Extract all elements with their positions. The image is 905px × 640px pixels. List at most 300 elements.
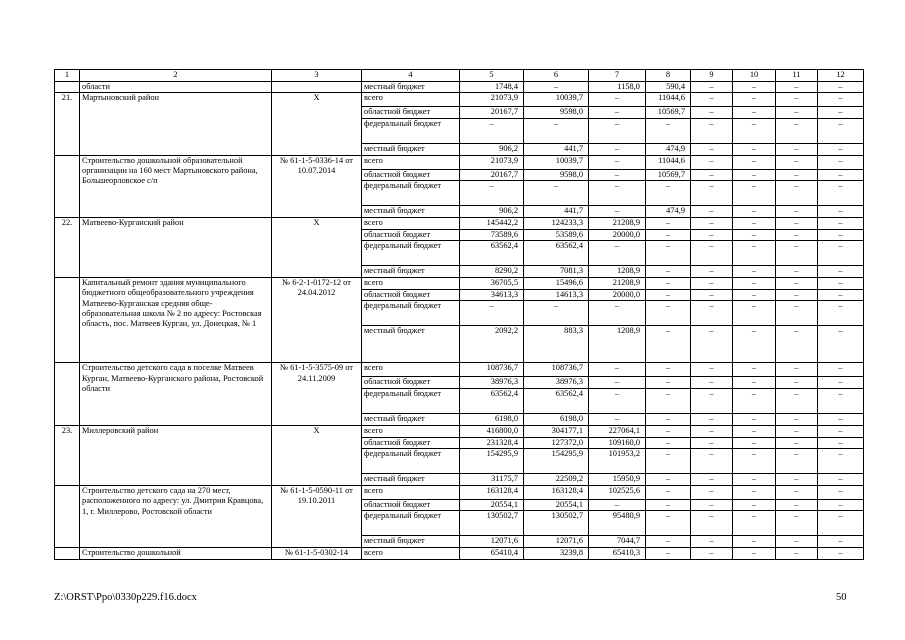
total: 163128,4 bbox=[460, 486, 524, 500]
object-name: Строительство дошкольной образовательной организации на 160 мест Мартыновского района, Большеорловское с/п bbox=[80, 155, 272, 217]
year-7: – bbox=[818, 205, 864, 217]
year-7: – bbox=[818, 107, 864, 118]
year-6: – bbox=[776, 107, 818, 118]
year-4: – bbox=[691, 278, 733, 290]
year-3: 590,4 bbox=[646, 82, 691, 93]
year-5: – bbox=[733, 449, 776, 474]
column-header: 4 bbox=[362, 70, 460, 82]
year-2: 7044,7 bbox=[589, 536, 646, 548]
column-header: 8 bbox=[646, 70, 691, 82]
year-1: 12071,6 bbox=[524, 536, 589, 548]
year-6: – bbox=[776, 266, 818, 278]
year-1: – bbox=[524, 301, 589, 326]
year-5: – bbox=[733, 388, 776, 413]
year-5: – bbox=[733, 143, 776, 155]
year-2: – bbox=[589, 413, 646, 425]
year-2: 65410,3 bbox=[589, 548, 646, 559]
object-name: области bbox=[80, 82, 272, 93]
year-6: – bbox=[776, 143, 818, 155]
year-4: – bbox=[691, 301, 733, 326]
year-7: – bbox=[818, 217, 864, 229]
year-1: 154295,9 bbox=[524, 449, 589, 474]
total: 108736,7 bbox=[460, 363, 524, 377]
year-3: – bbox=[646, 425, 691, 437]
year-3: – bbox=[646, 536, 691, 548]
year-4: – bbox=[691, 93, 733, 107]
year-5: – bbox=[733, 500, 776, 511]
year-2: – bbox=[589, 118, 646, 143]
year-5: – bbox=[733, 437, 776, 448]
year-5: – bbox=[733, 241, 776, 266]
column-header: 12 bbox=[818, 70, 864, 82]
year-1: 22509,2 bbox=[524, 474, 589, 486]
row-number bbox=[55, 278, 80, 363]
total: 1748,4 bbox=[460, 82, 524, 93]
year-1: 9598,0 bbox=[524, 107, 589, 118]
page-number: 50 bbox=[836, 592, 847, 603]
year-6: – bbox=[776, 363, 818, 377]
column-header: 2 bbox=[80, 70, 272, 82]
row-number bbox=[55, 486, 80, 548]
column-header: 6 bbox=[524, 70, 589, 82]
year-5: – bbox=[733, 326, 776, 363]
year-2: 109160,0 bbox=[589, 437, 646, 448]
funding-source: местный бюджет bbox=[362, 266, 460, 278]
year-1: 63562,4 bbox=[524, 388, 589, 413]
year-5: – bbox=[733, 290, 776, 301]
row-number bbox=[55, 155, 80, 217]
document-ref: Х bbox=[272, 425, 362, 485]
year-6: – bbox=[776, 413, 818, 425]
funding-source: федеральный бюджет bbox=[362, 388, 460, 413]
column-header: 7 bbox=[589, 70, 646, 82]
funding-source: всего bbox=[362, 548, 460, 559]
table-row bbox=[55, 217, 864, 229]
year-6: – bbox=[776, 548, 818, 559]
document-ref bbox=[272, 82, 362, 93]
year-3: – bbox=[646, 486, 691, 500]
total: 20167,7 bbox=[460, 169, 524, 180]
year-7: – bbox=[818, 180, 864, 205]
object-name: Капитальный ремонт здания муниципального бюджетного общеобразовательного учреждения Матвеево-Курганская средняя обще-образовательная школа № 2 по адресу: Ростовская область, пос. Матвеев Курган, ул. Донецкая, № 1 bbox=[80, 278, 272, 363]
row-number bbox=[55, 548, 80, 559]
year-2: 95480,9 bbox=[589, 511, 646, 536]
funding-source: местный бюджет bbox=[362, 536, 460, 548]
funding-source: областной бюджет bbox=[362, 229, 460, 240]
year-2: – bbox=[589, 363, 646, 377]
year-5: – bbox=[733, 93, 776, 107]
year-7: – bbox=[818, 326, 864, 363]
year-7: – bbox=[818, 266, 864, 278]
year-6: – bbox=[776, 511, 818, 536]
year-1: 10039,7 bbox=[524, 93, 589, 107]
year-2: 15950,9 bbox=[589, 474, 646, 486]
year-7: – bbox=[818, 437, 864, 448]
row-number: 21. bbox=[55, 93, 80, 155]
year-3: – bbox=[646, 266, 691, 278]
year-3: – bbox=[646, 217, 691, 229]
year-5: – bbox=[733, 180, 776, 205]
funding-source: федеральный бюджет bbox=[362, 241, 460, 266]
funding-source: областной бюджет bbox=[362, 500, 460, 511]
object-name: Строительство детского сада на 270 мест, расположенного по адресу: ул. Дмитрия Кравцова, 1, г. Миллерово, Ростовской области bbox=[80, 486, 272, 548]
object-name: Строительство дошкольной bbox=[80, 548, 272, 559]
total: 154295,9 bbox=[460, 449, 524, 474]
year-2: – bbox=[589, 205, 646, 217]
year-7: – bbox=[818, 486, 864, 500]
year-3: – bbox=[646, 241, 691, 266]
year-5: – bbox=[733, 266, 776, 278]
object-name: Мартыновский район bbox=[80, 93, 272, 155]
year-2: 1208,9 bbox=[589, 326, 646, 363]
funding-source: федеральный бюджет bbox=[362, 180, 460, 205]
year-3: 10569,7 bbox=[646, 107, 691, 118]
funding-source: местный бюджет bbox=[362, 143, 460, 155]
year-3: – bbox=[646, 301, 691, 326]
row-number bbox=[55, 363, 80, 425]
year-4: – bbox=[691, 425, 733, 437]
year-2: – bbox=[589, 377, 646, 388]
funding-source: всего bbox=[362, 486, 460, 500]
funding-source: всего bbox=[362, 93, 460, 107]
year-1: 9598,0 bbox=[524, 169, 589, 180]
year-7: – bbox=[818, 301, 864, 326]
year-6: – bbox=[776, 241, 818, 266]
total: 6198,0 bbox=[460, 413, 524, 425]
total: 416800,0 bbox=[460, 425, 524, 437]
funding-source: федеральный бюджет bbox=[362, 511, 460, 536]
year-3: – bbox=[646, 437, 691, 448]
year-5: – bbox=[733, 82, 776, 93]
year-4: – bbox=[691, 377, 733, 388]
document-ref: № 61-1-5-3575-09 от 24.11.2009 bbox=[272, 363, 362, 425]
year-3: – bbox=[646, 388, 691, 413]
year-4: – bbox=[691, 82, 733, 93]
year-1: 130502,7 bbox=[524, 511, 589, 536]
year-5: – bbox=[733, 217, 776, 229]
funding-source: местный бюджет bbox=[362, 474, 460, 486]
year-1: – bbox=[524, 180, 589, 205]
year-5: – bbox=[733, 511, 776, 536]
year-2: 20000,0 bbox=[589, 290, 646, 301]
year-7: – bbox=[818, 474, 864, 486]
year-5: – bbox=[733, 107, 776, 118]
table-row bbox=[55, 548, 864, 559]
year-1: 127372,0 bbox=[524, 437, 589, 448]
year-6: – bbox=[776, 180, 818, 205]
funding-source: местный бюджет bbox=[362, 413, 460, 425]
year-7: – bbox=[818, 413, 864, 425]
year-1: 14613,3 bbox=[524, 290, 589, 301]
funding-source: федеральный бюджет bbox=[362, 449, 460, 474]
year-6: – bbox=[776, 118, 818, 143]
year-4: – bbox=[691, 180, 733, 205]
year-3: – bbox=[646, 413, 691, 425]
year-2: – bbox=[589, 180, 646, 205]
year-6: – bbox=[776, 326, 818, 363]
year-3: – bbox=[646, 363, 691, 377]
column-header: 3 bbox=[272, 70, 362, 82]
column-header: 10 bbox=[733, 70, 776, 82]
year-2: 1158,0 bbox=[589, 82, 646, 93]
year-4: – bbox=[691, 474, 733, 486]
total: 906,2 bbox=[460, 143, 524, 155]
table-row bbox=[55, 82, 864, 93]
year-6: – bbox=[776, 278, 818, 290]
year-1: 163128,4 bbox=[524, 486, 589, 500]
object-name: Миллеровский район bbox=[80, 425, 272, 485]
table-row bbox=[55, 278, 864, 290]
year-2: 227064,1 bbox=[589, 425, 646, 437]
year-3: 474,9 bbox=[646, 143, 691, 155]
year-4: – bbox=[691, 511, 733, 536]
year-4: – bbox=[691, 388, 733, 413]
table-row bbox=[55, 486, 864, 500]
year-7: – bbox=[818, 449, 864, 474]
column-header: 11 bbox=[776, 70, 818, 82]
year-5: – bbox=[733, 155, 776, 169]
year-1: – bbox=[524, 82, 589, 93]
year-7: – bbox=[818, 93, 864, 107]
year-4: – bbox=[691, 548, 733, 559]
year-1: 6198,0 bbox=[524, 413, 589, 425]
year-7: – bbox=[818, 169, 864, 180]
year-7: – bbox=[818, 118, 864, 143]
funding-source: областной бюджет bbox=[362, 290, 460, 301]
funding-source: областной бюджет bbox=[362, 437, 460, 448]
funding-source: местный бюджет bbox=[362, 82, 460, 93]
year-1: 53589,6 bbox=[524, 229, 589, 240]
year-5: – bbox=[733, 363, 776, 377]
year-5: – bbox=[733, 169, 776, 180]
year-4: – bbox=[691, 169, 733, 180]
document-ref: № 61-1-5-0590-11 от 19.10.2011 bbox=[272, 486, 362, 548]
year-3: 10569,7 bbox=[646, 169, 691, 180]
year-2: – bbox=[589, 241, 646, 266]
total: 21073,9 bbox=[460, 155, 524, 169]
year-1: 441,7 bbox=[524, 143, 589, 155]
year-7: – bbox=[818, 290, 864, 301]
total: 63562,4 bbox=[460, 241, 524, 266]
total: – bbox=[460, 118, 524, 143]
year-3: – bbox=[646, 500, 691, 511]
year-6: – bbox=[776, 536, 818, 548]
year-4: – bbox=[691, 326, 733, 363]
funding-source: всего bbox=[362, 363, 460, 377]
year-2: 1208,9 bbox=[589, 266, 646, 278]
year-6: – bbox=[776, 425, 818, 437]
table-row bbox=[55, 425, 864, 437]
year-7: – bbox=[818, 278, 864, 290]
total: 73589,6 bbox=[460, 229, 524, 240]
year-4: – bbox=[691, 217, 733, 229]
year-4: – bbox=[691, 290, 733, 301]
year-4: – bbox=[691, 413, 733, 425]
funding-source: областной бюджет bbox=[362, 169, 460, 180]
year-6: – bbox=[776, 301, 818, 326]
year-6: – bbox=[776, 388, 818, 413]
year-6: – bbox=[776, 217, 818, 229]
total: 65410,4 bbox=[460, 548, 524, 559]
year-4: – bbox=[691, 449, 733, 474]
row-number: 23. bbox=[55, 425, 80, 485]
row-number bbox=[55, 82, 80, 93]
year-1: 20554,1 bbox=[524, 500, 589, 511]
year-4: – bbox=[691, 143, 733, 155]
year-1: – bbox=[524, 118, 589, 143]
year-7: – bbox=[818, 536, 864, 548]
year-7: – bbox=[818, 425, 864, 437]
year-3: – bbox=[646, 449, 691, 474]
year-2: – bbox=[589, 155, 646, 169]
document-ref: № 6-2-1-0172-12 от 24.04.2012 bbox=[272, 278, 362, 363]
year-2: – bbox=[589, 107, 646, 118]
year-6: – bbox=[776, 474, 818, 486]
year-1: 63562,4 bbox=[524, 241, 589, 266]
year-6: – bbox=[776, 169, 818, 180]
total: – bbox=[460, 301, 524, 326]
year-7: – bbox=[818, 548, 864, 559]
year-1: 124233,3 bbox=[524, 217, 589, 229]
budget-table bbox=[54, 69, 864, 560]
object-name: Строительство детского сада в поселке Матвеев Курган, Матвеево-Курганского района, Ростовской области bbox=[80, 363, 272, 425]
year-3: – bbox=[646, 474, 691, 486]
total: 63562,4 bbox=[460, 388, 524, 413]
year-6: – bbox=[776, 229, 818, 240]
year-7: – bbox=[818, 511, 864, 536]
year-2: 101953,2 bbox=[589, 449, 646, 474]
funding-source: всего bbox=[362, 425, 460, 437]
year-5: – bbox=[733, 548, 776, 559]
year-7: – bbox=[818, 388, 864, 413]
year-4: – bbox=[691, 486, 733, 500]
funding-source: федеральный бюджет bbox=[362, 301, 460, 326]
funding-source: областной бюджет bbox=[362, 107, 460, 118]
year-4: – bbox=[691, 229, 733, 240]
year-2: – bbox=[589, 301, 646, 326]
row-number: 22. bbox=[55, 217, 80, 277]
year-4: – bbox=[691, 241, 733, 266]
object-name: Матвеево-Курганский район bbox=[80, 217, 272, 277]
total: 8290,2 bbox=[460, 266, 524, 278]
total: 36705,5 bbox=[460, 278, 524, 290]
year-1: 10039,7 bbox=[524, 155, 589, 169]
footer-file-path: Z:\ORST\Ppo\0330p229.f16.docx bbox=[54, 592, 197, 603]
year-3: – bbox=[646, 180, 691, 205]
year-1: 38976,3 bbox=[524, 377, 589, 388]
year-5: – bbox=[733, 536, 776, 548]
header-row bbox=[55, 70, 864, 82]
funding-source: федеральный бюджет bbox=[362, 118, 460, 143]
year-1: 108736,7 bbox=[524, 363, 589, 377]
table-row bbox=[55, 363, 864, 377]
year-5: – bbox=[733, 301, 776, 326]
column-header: 5 bbox=[460, 70, 524, 82]
funding-source: местный бюджет bbox=[362, 205, 460, 217]
total: 145442,2 bbox=[460, 217, 524, 229]
document-ref: Х bbox=[272, 93, 362, 155]
year-2: – bbox=[589, 500, 646, 511]
total: 31175,7 bbox=[460, 474, 524, 486]
year-6: – bbox=[776, 82, 818, 93]
funding-source: всего bbox=[362, 217, 460, 229]
total: 906,2 bbox=[460, 205, 524, 217]
total: 20167,7 bbox=[460, 107, 524, 118]
year-6: – bbox=[776, 449, 818, 474]
year-2: 21208,9 bbox=[589, 217, 646, 229]
year-7: – bbox=[818, 377, 864, 388]
total: 2092,2 bbox=[460, 326, 524, 363]
total: – bbox=[460, 180, 524, 205]
year-3: – bbox=[646, 229, 691, 240]
year-4: – bbox=[691, 118, 733, 143]
year-1: 441,7 bbox=[524, 205, 589, 217]
year-5: – bbox=[733, 425, 776, 437]
year-6: – bbox=[776, 155, 818, 169]
total: 20554,1 bbox=[460, 500, 524, 511]
funding-source: всего bbox=[362, 155, 460, 169]
column-header: 1 bbox=[55, 70, 80, 82]
year-5: – bbox=[733, 205, 776, 217]
year-1: 304177,1 bbox=[524, 425, 589, 437]
year-3: – bbox=[646, 548, 691, 559]
year-3: – bbox=[646, 326, 691, 363]
year-2: – bbox=[589, 93, 646, 107]
year-4: – bbox=[691, 500, 733, 511]
year-2: 20000,0 bbox=[589, 229, 646, 240]
year-7: – bbox=[818, 363, 864, 377]
funding-source: местный бюджет bbox=[362, 326, 460, 363]
year-2: 21208,9 bbox=[589, 278, 646, 290]
total: 130502,7 bbox=[460, 511, 524, 536]
year-7: – bbox=[818, 143, 864, 155]
year-6: – bbox=[776, 205, 818, 217]
year-6: – bbox=[776, 486, 818, 500]
year-3: – bbox=[646, 278, 691, 290]
year-6: – bbox=[776, 93, 818, 107]
year-7: – bbox=[818, 500, 864, 511]
year-3: – bbox=[646, 290, 691, 301]
year-7: – bbox=[818, 82, 864, 93]
year-5: – bbox=[733, 474, 776, 486]
column-header: 9 bbox=[691, 70, 733, 82]
year-4: – bbox=[691, 107, 733, 118]
total: 34613,3 bbox=[460, 290, 524, 301]
year-6: – bbox=[776, 500, 818, 511]
year-7: – bbox=[818, 229, 864, 240]
year-3: – bbox=[646, 377, 691, 388]
year-1: 3239,8 bbox=[524, 548, 589, 559]
year-2: – bbox=[589, 143, 646, 155]
year-1: 7081,3 bbox=[524, 266, 589, 278]
year-7: – bbox=[818, 155, 864, 169]
year-5: – bbox=[733, 413, 776, 425]
year-6: – bbox=[776, 290, 818, 301]
year-4: – bbox=[691, 155, 733, 169]
year-5: – bbox=[733, 278, 776, 290]
year-5: – bbox=[733, 118, 776, 143]
year-5: – bbox=[733, 486, 776, 500]
year-3: – bbox=[646, 511, 691, 536]
year-3: – bbox=[646, 118, 691, 143]
year-6: – bbox=[776, 377, 818, 388]
year-7: – bbox=[818, 241, 864, 266]
year-2: – bbox=[589, 388, 646, 413]
year-5: – bbox=[733, 377, 776, 388]
document-ref: № 61-1-5-0336-14 от 10.07.2014 bbox=[272, 155, 362, 217]
year-1: 883,3 bbox=[524, 326, 589, 363]
document-ref: № 61-1-5-0302-14 bbox=[272, 548, 362, 559]
